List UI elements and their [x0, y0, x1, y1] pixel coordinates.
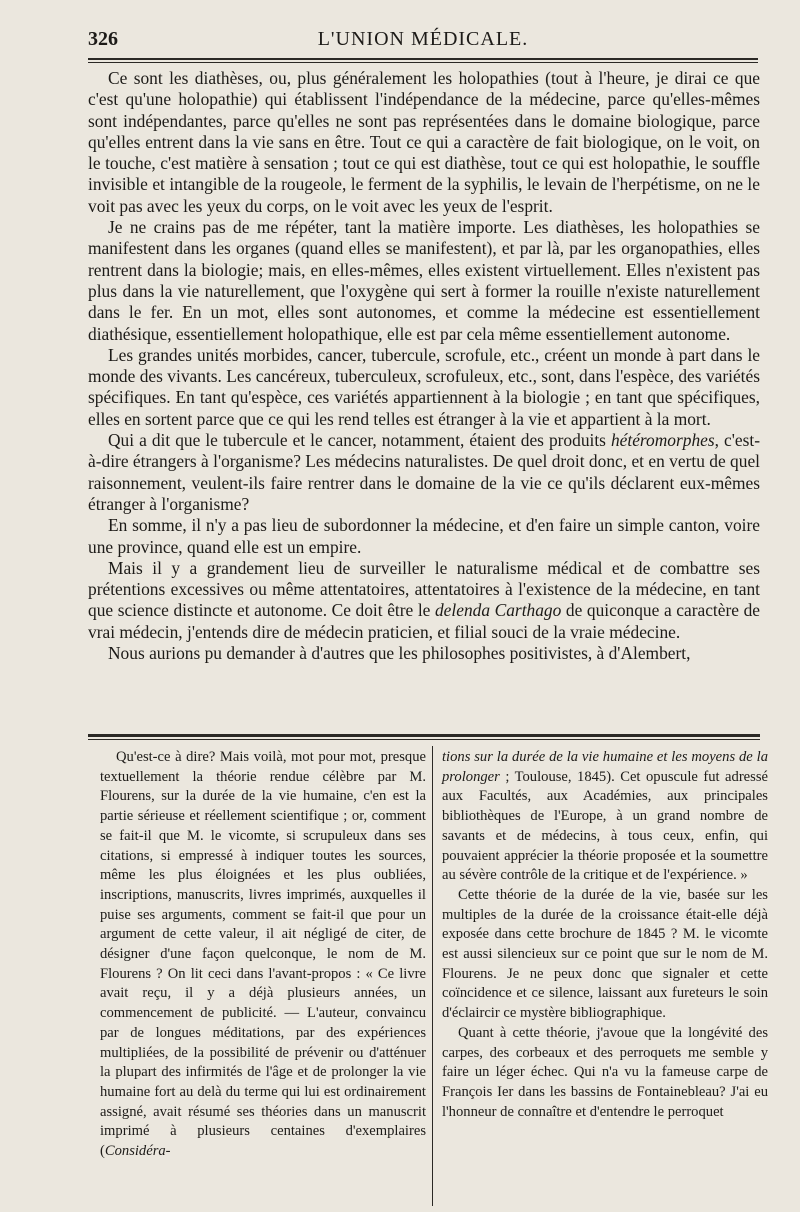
italic-term: hétéromorphes	[610, 430, 715, 451]
paragraph: Quant à cette théorie, j'avoue que la longévité des carpes, des corbeaux et des perroquets me semble y faire un léger échec. Qui n'a vu la fameuse carpe de François Ier dans les bassins de Fontainebleau? J'ai eu l'honneur de connaître et d'entendre le perroquet	[442, 1024, 768, 1120]
paragraph: Nous aurions pu demander à d'autres que les philosophes positivistes, à d'Alembert,	[108, 643, 691, 664]
feuilleton-right-column	[442, 748, 768, 1122]
feuilleton-left-column	[100, 748, 426, 1162]
paragraph	[88, 558, 760, 643]
italic-title: Considéra-	[104, 1143, 171, 1160]
paragraph: En somme, il n'y a pas lieu de subordonner la médecine, et d'en faire un simple canton, voire une province, quand elle est un empire.	[88, 515, 760, 557]
text-run: Qui a dit que le tubercule et le cancer, notamment, étaient des produits	[108, 430, 611, 451]
header-rule-thin	[88, 62, 758, 63]
text-run: Mais il y a grandement lieu de surveiller le naturalisme médical et de combattre ses prétentions excessives ou même attentatoires, attentatoires à l'existence de la médecine, en tant que science distincte et autonome. Ce doit être le	[88, 557, 760, 621]
page-header	[88, 24, 758, 56]
text-run: , c'est-à-dire étrangers à l'organisme? Les médecins naturalistes. De quel droit donc, et en vertu de quel raisonnement, veulent-ils faire rentrer dans le domaine de la vie ce qu'ils déclarent eux-mêmes étranger à l'organisme?	[88, 430, 760, 514]
text-run: Qu'est-ce à dire? Mais voilà, mot pour mot, presque textuellement la théorie rendue célèbre par M. Flourens, sur la durée de la vie humaine, c'en est la partie sérieuse et réellement scientifique ; or, comment se fait-il que M. le vicomte, si scrupuleux dans ses citations, si empressé à indiquer toutes les sources, même les plus éloignées et les plus oubliées, inscriptions, manuscrits, livres imprimés, auxquelles il puise ses arguments, comment se fait-il que pour un argument de cette valeur, il ait négligé de citer, de désigner d'une façon quelconque, le nom de M. Flourens ? On lit ceci dans l'avant-propos : « Ce livre avait reçu, il y a déjà plusieurs années, un commencement de publicité. — L'auteur, convaincu par de longues méditations, par des expériences multipliées, de la possibilité de prévenir ou d'atténuer la plupart des infirmités de l'âge et de prolonger la vie humaine fort au delà du terme qui lui est ordinairement assigné, avait résumé ses théories dans un manuscrit imprimé à plusieurs centaines d'exemplaires (	[100, 749, 426, 1160]
paragraph: Je ne crains pas de me répéter, tant la matière importe. Les diathèses, les holopathies se manifestent dans les organes (quand elles se manifestent), et par là, par les organopathies, elles rentrent dans la biologie; mais, en elles-mêmes, elles existent virtuellement. Elles n'existent pas plus dans la vie naturellement, que l'oxygène qui sert à former la rouille n'existe naturellement dans le fer. En un mot, elles sont autonomes, et comme la médecine est essentiellement diathésique, essentiellement holopathique, elle est par cela même essentiellement autonome.	[88, 217, 760, 344]
page-number: 326	[88, 28, 118, 50]
paragraph: Les grandes unités morbides, cancer, tubercule, scrofule, etc., créent un monde à part dans le monde des vivants. Les cancéreux, tuberculeux, scrofuleux, etc., sont, dans l'espèce, des variétés spécifiques. En tant qu'espèce, ces variétés appartiennent à la biologie ; en tant que spécifiques, elles en sortent parce que ce qui les rend telles est étranger à la vie et appartient à la mort.	[88, 344, 760, 429]
paragraph	[100, 748, 426, 1162]
feuilleton-rule-thin	[88, 739, 760, 740]
header-rule	[88, 58, 758, 60]
italic-title: tions sur la durée de la vie humaine et les moyens de la prolonger	[442, 749, 768, 785]
paragraph	[442, 748, 768, 886]
main-text	[88, 68, 760, 664]
text-run: de quiconque a caractère de vrai médecin, j'entends dire de médecin praticien, et filial souci de la vraie médecine.	[88, 600, 760, 642]
paragraph: Cette théorie de la durée de la vie, basée sur les multiples de la durée de la croissance était-elle déjà exposée dans cette brochure de 1845 ? M. le vicomte est aussi silencieux sur ce point que sur le nom de M. Flourens. Je ne peux donc que signaler et cette coïncidence et ce silence, laissant aux fureteurs le soin d'éclaircir ce mystère bibliographique.	[442, 886, 768, 1022]
column-divider	[432, 746, 433, 1206]
paragraph: Ce sont les diathèses, ou, plus généralement les holopathies (tout à l'heure, je dirai ce que c'est qu'une holopathie) qui établissent l'indépendance de la médecine, parce qu'elles-mêmes sont indépendantes, parce qu'elles ne sont pas représentées dans le domaine biologique, parce qu'elles entrent dans la vie sans en être. Tout ce qui a caractère de fait biologique, on le voit, on le touche, c'est matière à sensation ; tout ce qui est diathèse, tout ce qui est holopathie, le souffle invisible et intangible de la rougeole, le ferment de la syphilis, le levain de l'herpétisme, on ne le voit pas avec les yeux du corps, on le voit avec les yeux de l'esprit.	[88, 68, 760, 216]
running-title: L'UNION MÉDICALE.	[317, 28, 529, 50]
italic-term: delenda Carthago	[434, 600, 562, 621]
feuilleton-rule	[88, 734, 760, 737]
paragraph	[88, 430, 760, 515]
text-run: ; Toulouse, 1845). Cet opuscule fut adressé aux Facultés, aux Académies, aux principales bibliothèques de l'Europe, à un grand nombre de savants et de médecins, à tous ceux, enfin, qui pouvaient apprécier la théorie proposée et la soumettre au sévère contrôle de la critique et de l'expérience. »	[442, 768, 768, 884]
